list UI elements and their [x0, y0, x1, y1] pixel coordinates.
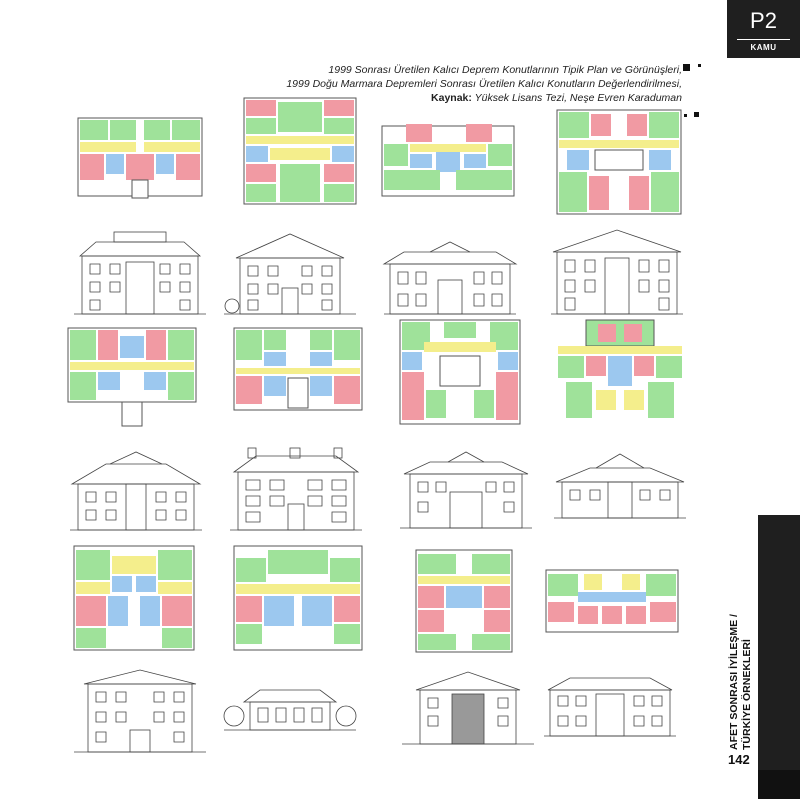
section-tab: [727, 0, 800, 58]
side-band: [758, 515, 800, 799]
caption-line-2: 1999 Doğu Marmara Depremleri Sonrası Üretilen Kalıcı Konutların Değerlendirilmesi,: [286, 78, 682, 90]
floor-plan-drawing: [390, 312, 530, 430]
elevation-drawing: [220, 660, 360, 778]
caption-marker: [694, 112, 699, 117]
section-title: [726, 540, 758, 750]
elevation-drawing: [398, 660, 538, 778]
floor-plan-drawing: [549, 100, 689, 218]
section-code: P2: [750, 8, 777, 33]
elevation-drawing: [540, 664, 680, 782]
elevation-drawing: [70, 660, 210, 778]
source-text: Yüksek Lisans Tezi, Neşe Evren Karaduman: [471, 92, 682, 104]
caption-line-1: 1999 Sonrası Üretilen Kalıcı Deprem Konutlarının Tipik Plan ve Görünüşleri,: [328, 64, 682, 76]
page-number: 142: [728, 752, 750, 767]
section-title-line-2: TÜRKİYE ÖRNEKLERİ: [741, 639, 753, 750]
section-title-line-1: AFET SONRASI İYİLEŞME /: [728, 614, 740, 750]
floor-plan-drawing: [62, 318, 202, 436]
source-label: Kaynak:: [431, 92, 472, 104]
floor-plan-drawing: [228, 540, 368, 658]
section-label: KAMU: [750, 43, 777, 52]
floor-plan-drawing: [378, 106, 518, 224]
floor-plan-drawing: [394, 540, 534, 658]
floor-plan-drawing: [228, 318, 368, 436]
floor-plan-drawing: [542, 546, 682, 664]
caption-marker: [683, 64, 690, 71]
bottom-bar: [758, 770, 800, 799]
tab-divider: [737, 39, 790, 40]
floor-plan-drawing: [70, 100, 210, 218]
floor-plan-drawing: [230, 92, 370, 210]
caption-marker: [698, 64, 701, 67]
floor-plan-drawing: [550, 312, 690, 430]
floor-plan-drawing: [64, 540, 204, 658]
